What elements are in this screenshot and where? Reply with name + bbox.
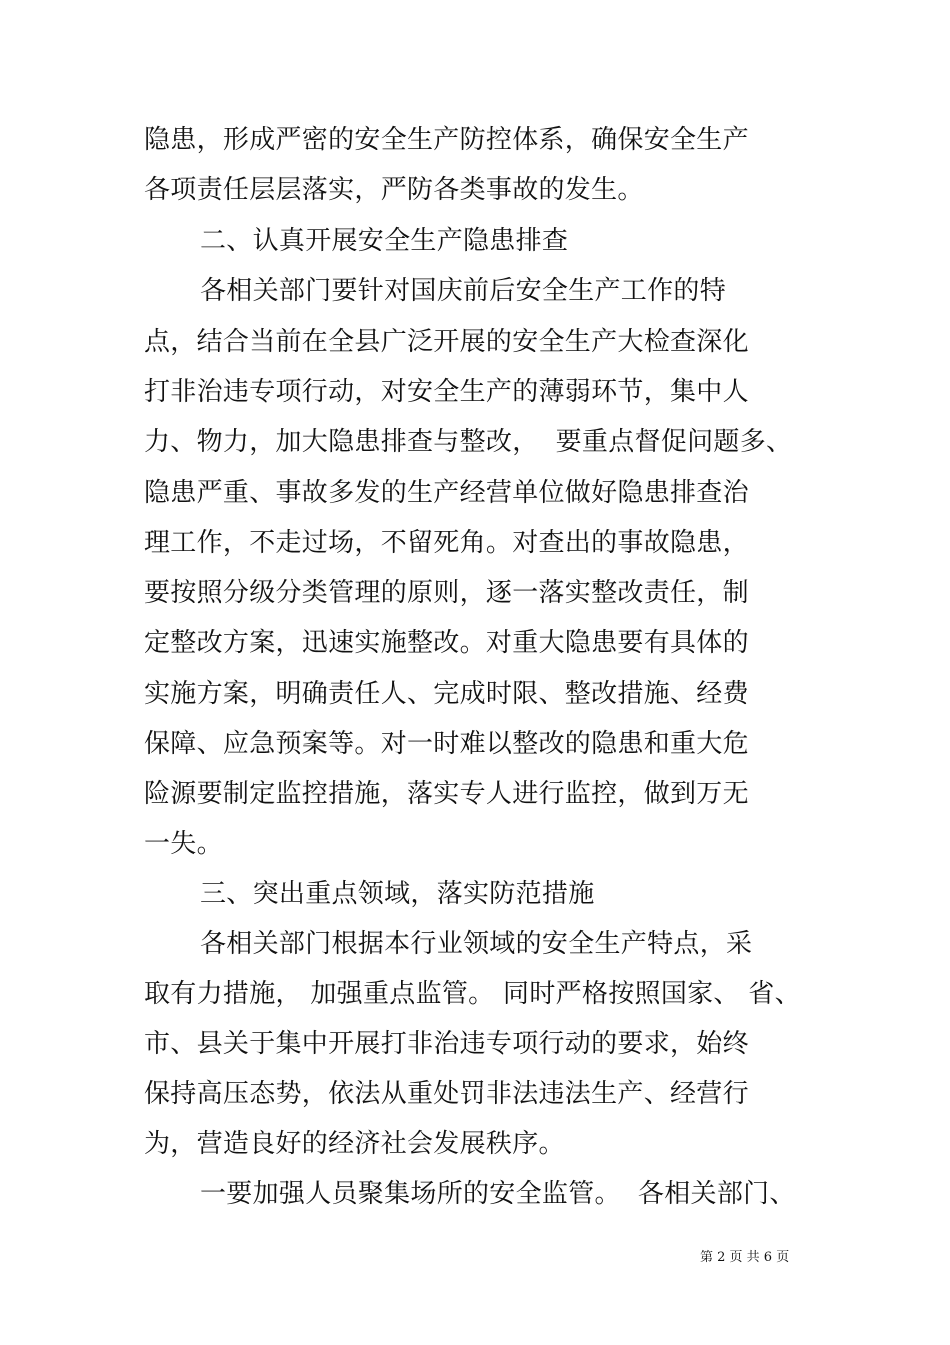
text-line: 各相关部门要针对国庆前后安全生产工作的特 xyxy=(200,276,727,306)
text-line: 一失。 xyxy=(144,829,223,859)
text-line: 险源要制定监控措施，落实专人进行监控，做到万无 xyxy=(144,779,749,809)
text-line: 保持高压态势，依法从重处罚非法违法生产、经营行 xyxy=(144,1079,749,1109)
text-line: 市、县关于集中开展打非治违专项行动的要求，始终 xyxy=(144,1029,749,1059)
text-line: 各相关部门根据本行业领域的安全生产特点，采 xyxy=(200,929,753,959)
text-line: 要按照分级分类管理的原则，逐一落实整改责任，制 xyxy=(144,578,749,608)
text-line: 各项责任层层落实，严防各类事故的发生。 xyxy=(144,175,644,205)
text-line: 保障、应急预案等。对一时难以整改的隐患和重大危 xyxy=(144,729,749,759)
text-line: 打非治违专项行动，对安全生产的薄弱环节，集中人 xyxy=(144,377,749,407)
text-line: 实施方案，明确责任人、完成时限、整改措施、经费 xyxy=(144,679,749,709)
section-heading: 二、认真开展安全生产隐患排查 xyxy=(200,226,569,256)
text-line: 取有力措施， 加强重点监管。 同时严格按照国家、 省、 xyxy=(144,979,801,1009)
page-number-footer: 第 2 页 共 6 页 xyxy=(700,1250,790,1265)
text-line: 为，营造良好的经济社会发展秩序。 xyxy=(144,1129,565,1159)
text-line: 定整改方案，迅速实施整改。对重大隐患要有具体的 xyxy=(144,628,749,658)
section-heading: 三、突出重点领域，落实防范措施 xyxy=(200,879,595,909)
text-line: 理工作，不走过场，不留死角。对查出的事故隐患， xyxy=(144,528,749,558)
text-line: 隐患严重、事故多发的生产经营单位做好隐患排查治 xyxy=(144,478,749,508)
text-line: 一要加强人员聚集场所的安全监管。 各相关部门、 xyxy=(200,1179,796,1209)
text-line: 隐患，形成严密的安全生产防控体系，确保安全生产 xyxy=(144,125,749,155)
text-line: 力、物力，加大隐患排查与整改， 要重点督促问题多、 xyxy=(144,427,793,457)
text-line: 点，结合当前在全县广泛开展的安全生产大检查深化 xyxy=(144,327,749,357)
